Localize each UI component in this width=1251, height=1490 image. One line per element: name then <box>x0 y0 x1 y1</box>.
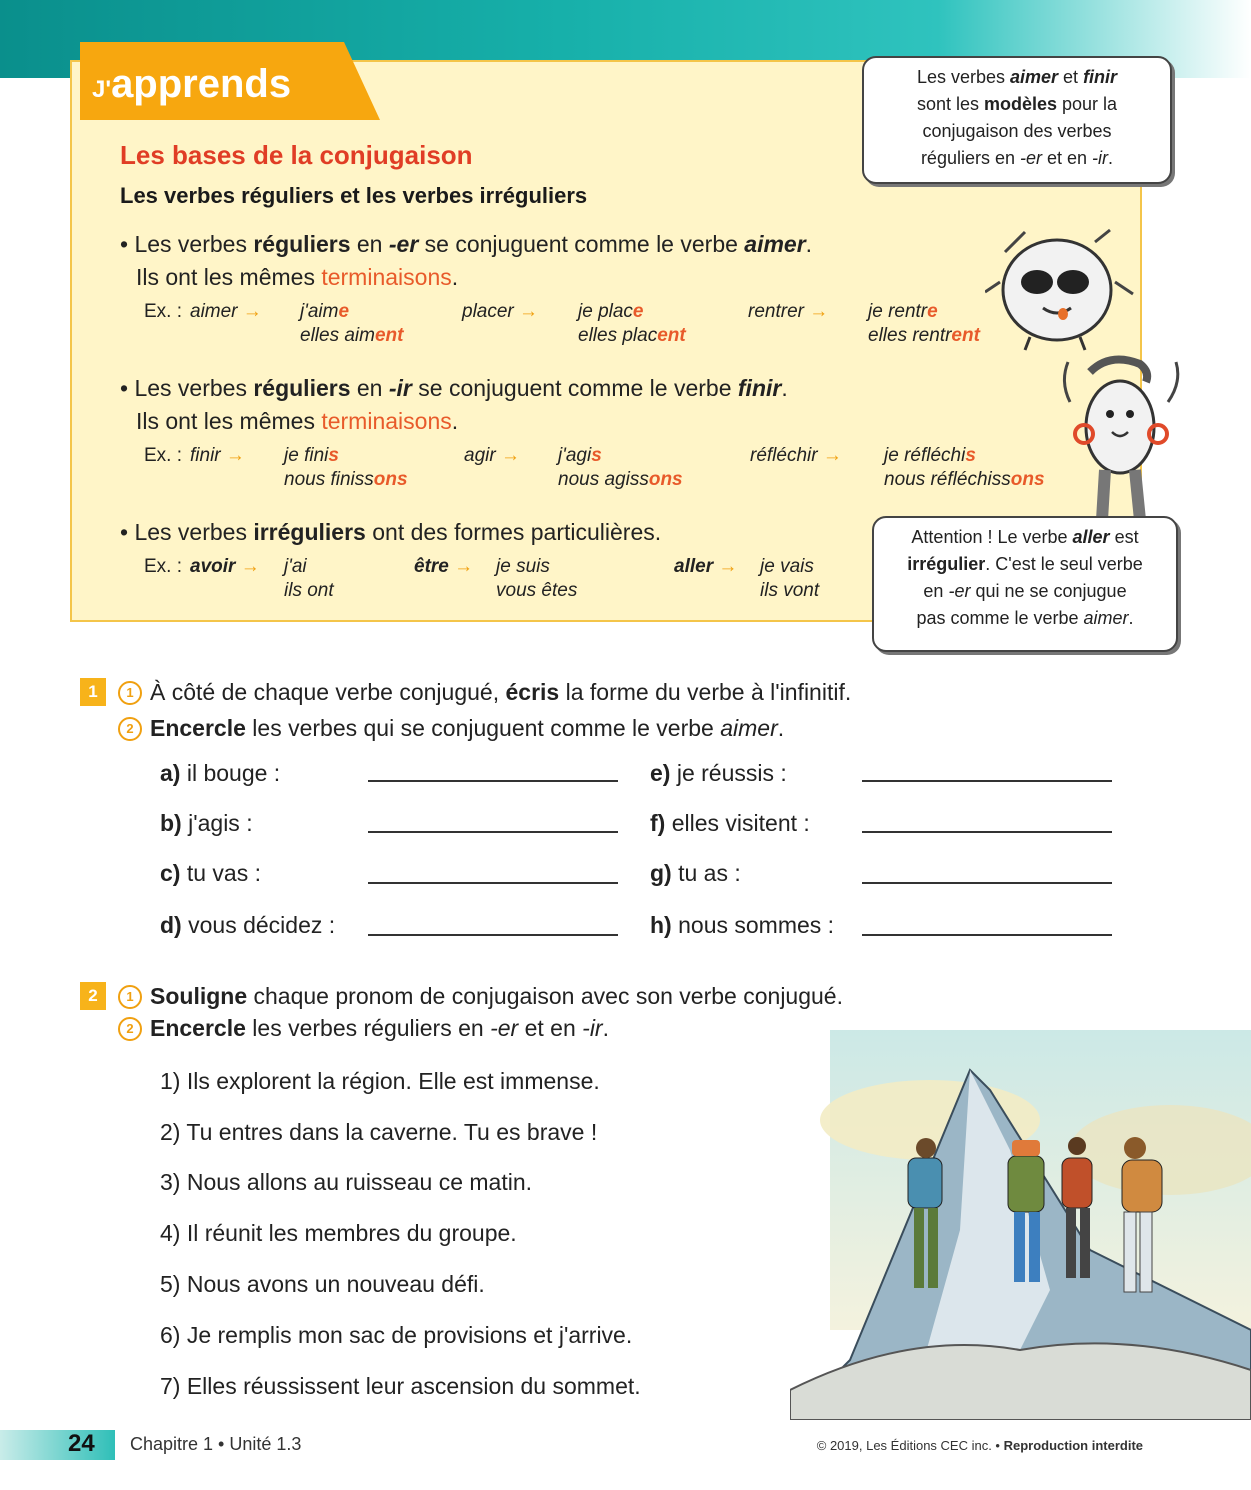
item-d: d) vous décidez : <box>160 912 336 938</box>
item-h: h) nous sommes : <box>650 912 835 938</box>
exercise-number-1: 1 <box>80 678 106 706</box>
item-e: e) je réussis : <box>650 760 787 786</box>
exercise-2-instruction-1: 1 Souligne chaque pronom de conjugaison avec son verbe conjugué. <box>118 980 843 1012</box>
example-irr-1-forms: j'ai ils ont <box>284 556 334 601</box>
sentence-1: 1) Ils explorent la région. Elle est immense. <box>160 1068 600 1094</box>
item-c: c) tu vas : <box>160 860 261 886</box>
example-ir-3: réfléchir → <box>750 445 842 466</box>
rule-irregular: • Les verbes irréguliers ont des formes particulières. <box>120 519 662 545</box>
example-er-3-forms: je rentre elles rentrent <box>868 301 980 346</box>
lesson-subtitle: Les verbes réguliers et les verbes irréguliers <box>120 183 588 208</box>
item-a: a) il bouge : <box>160 760 281 786</box>
sentence-6: 6) Je remplis mon sac de provisions et j'arrive. <box>160 1322 633 1348</box>
lesson-title: Les bases de la conjugaison <box>120 140 473 170</box>
answer-line-h[interactable] <box>862 934 1112 936</box>
hikers-mountain-illustration <box>790 1030 1251 1420</box>
example-ir-2-forms: j'agis nous agissons <box>558 445 683 490</box>
example-irr-2-forms: je suis vous êtes <box>496 556 578 601</box>
item-g: g) tu as : <box>650 860 741 886</box>
item-f: f) elles visitent : <box>650 810 810 836</box>
tip-bubble-aller: Attention ! Le verbe aller est irrégulier. C'est le seul verbe en -er qui ne se conjugue pas comme le verbe aimer. <box>872 516 1178 652</box>
mascot-tall-icon <box>1050 352 1190 522</box>
item-b: b) j'agis : <box>160 810 253 836</box>
exercise-1-instruction-2: 2 Encercle les verbes qui se conjuguent comme le verbe aimer. <box>118 712 784 744</box>
rule-ir: • Les verbes réguliers en -ir se conjuguent comme le verbe finir. Ils ont les mêmes terminaisons. <box>120 375 788 434</box>
example-irr-2: être → <box>414 556 474 577</box>
footer-tab <box>0 1430 115 1460</box>
sentence-5: 5) Nous avons un nouveau défi. <box>160 1271 485 1297</box>
sentence-4: 4) Il réunit les membres du groupe. <box>160 1220 517 1246</box>
example-label: Ex. : <box>144 301 183 322</box>
answer-line-b[interactable] <box>368 831 618 833</box>
example-er-2: placer → <box>462 301 539 322</box>
answer-line-d[interactable] <box>368 934 618 936</box>
copyright: © 2019, Les Éditions CEC inc. • Reproduction interdite <box>816 1438 1143 1453</box>
exercise-2-instruction-2: 2 Encercle les verbes réguliers en -er et en -ir. <box>118 1012 609 1044</box>
sentence-3: 3) Nous allons au ruisseau ce matin. <box>160 1169 533 1195</box>
example-irr-3: aller → <box>674 556 738 577</box>
chapter-label: Chapitre 1 • Unité 1.3 <box>130 1434 302 1454</box>
example-irr-1: avoir → <box>190 556 260 577</box>
mascot-round-icon <box>985 222 1135 352</box>
sentence-7: 7) Elles réussissent leur ascension du sommet. <box>160 1373 641 1399</box>
example-ir-2: agir → <box>464 445 520 466</box>
example-er-2-forms: je place elles placent <box>578 301 686 346</box>
answer-line-a[interactable] <box>368 780 618 782</box>
sentence-2: 2) Tu entres dans la caverne. Tu es brave ! <box>160 1119 598 1145</box>
rule-er: • Les verbes réguliers en -er se conjuguent comme le verbe aimer. Ils ont les mêmes terminaisons. <box>120 231 813 290</box>
answer-line-e[interactable] <box>862 780 1112 782</box>
exercise-number-2: 2 <box>80 982 106 1010</box>
tip-bubble-models: Les verbes aimer et finir sont les modèles pour la conjugaison des verbes réguliers en -er et en -ir. <box>862 56 1172 184</box>
page-number: 24 <box>68 1430 95 1457</box>
example-ir-1-forms: je finis nous finissons <box>284 445 408 490</box>
example-ir-3-forms: je réfléchis nous réfléchissons <box>884 445 1045 490</box>
example-label-3: Ex. : <box>144 556 183 577</box>
answer-line-g[interactable] <box>862 882 1112 884</box>
example-ir-1: finir → <box>190 445 245 466</box>
example-er-1: aimer → <box>190 301 262 322</box>
section-tab-title: J'apprends <box>92 62 292 106</box>
example-label-2: Ex. : <box>144 445 183 466</box>
exercise-1-instruction-1: 1 À côté de chaque verbe conjugué, écris la forme du verbe à l'infinitif. <box>118 676 851 708</box>
example-irr-3-forms: je vais ils vont <box>760 556 820 601</box>
example-er-3: rentrer → <box>748 301 829 322</box>
answer-line-c[interactable] <box>368 882 618 884</box>
example-er-1-forms: j'aime elles aiment <box>300 301 404 346</box>
answer-line-f[interactable] <box>862 831 1112 833</box>
